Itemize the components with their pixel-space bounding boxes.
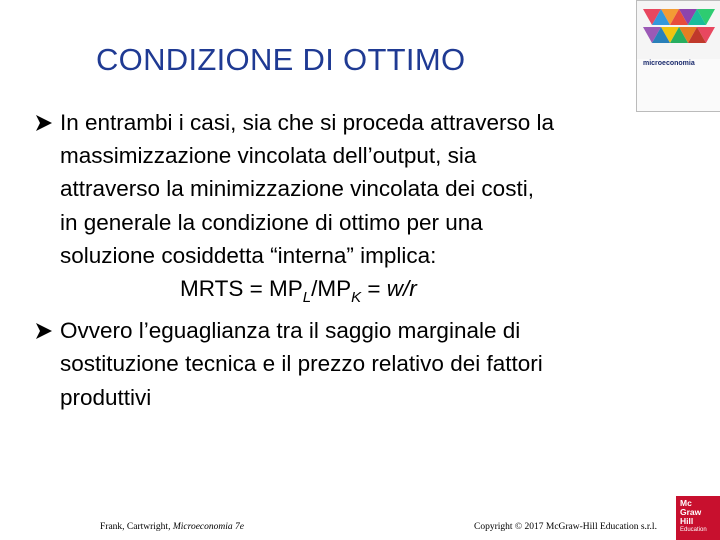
footer-book-title: Microeconomia 7e: [172, 522, 244, 532]
formula: [34, 272, 674, 314]
logo-line: Education: [680, 527, 707, 533]
slide-content: [34, 106, 674, 414]
bullet-2: [34, 314, 674, 414]
footer-authors: Frank, Cartwright,: [100, 522, 173, 532]
formula-eq: =: [361, 276, 387, 302]
footer-citation: [100, 522, 244, 532]
logo-line: Hill: [680, 516, 694, 526]
slide-title: CONDIZIONE DI OTTIMO: [96, 42, 466, 77]
formula-lhs: MRTS = MP: [180, 276, 303, 302]
formula-mid: /MP: [311, 276, 352, 302]
formula-sub-k: K: [351, 289, 362, 307]
bullet-line: In entrambi i casi, sia che si proceda attraverso la: [60, 110, 554, 135]
bullet-line: sostituzione tecnica e il prezzo relativo dei fattori: [60, 351, 543, 377]
formula-rhs: w/r: [386, 276, 417, 302]
bullet-line: soluzione cosiddetta “interna” implica:: [60, 242, 437, 268]
logo-line: Graw: [680, 507, 702, 517]
bullet-1: [34, 106, 674, 272]
bullet-line: produttivi: [60, 384, 152, 410]
bullet-line: attraverso la minimizzazione vincolata dei costi,: [60, 176, 534, 202]
footer-copyright: Copyright © 2017 McGraw-Hill Education s.r.l.: [474, 522, 657, 532]
bullet-line: Ovvero l’eguaglianza tra il saggio marginale di: [60, 318, 521, 344]
formula-sub-l: L: [302, 289, 312, 307]
cover-triangles-graphic: [637, 1, 720, 59]
logo-line: Mc: [680, 498, 692, 508]
book-cover-image: [636, 0, 720, 112]
cover-title: microeconomia: [643, 60, 695, 67]
bullet-line: in generale la condizione di ottimo per una: [60, 209, 483, 235]
bullet-line: massimizzazione vincolata dell’output, sia: [60, 143, 477, 169]
mcgraw-hill-logo: [676, 496, 720, 540]
